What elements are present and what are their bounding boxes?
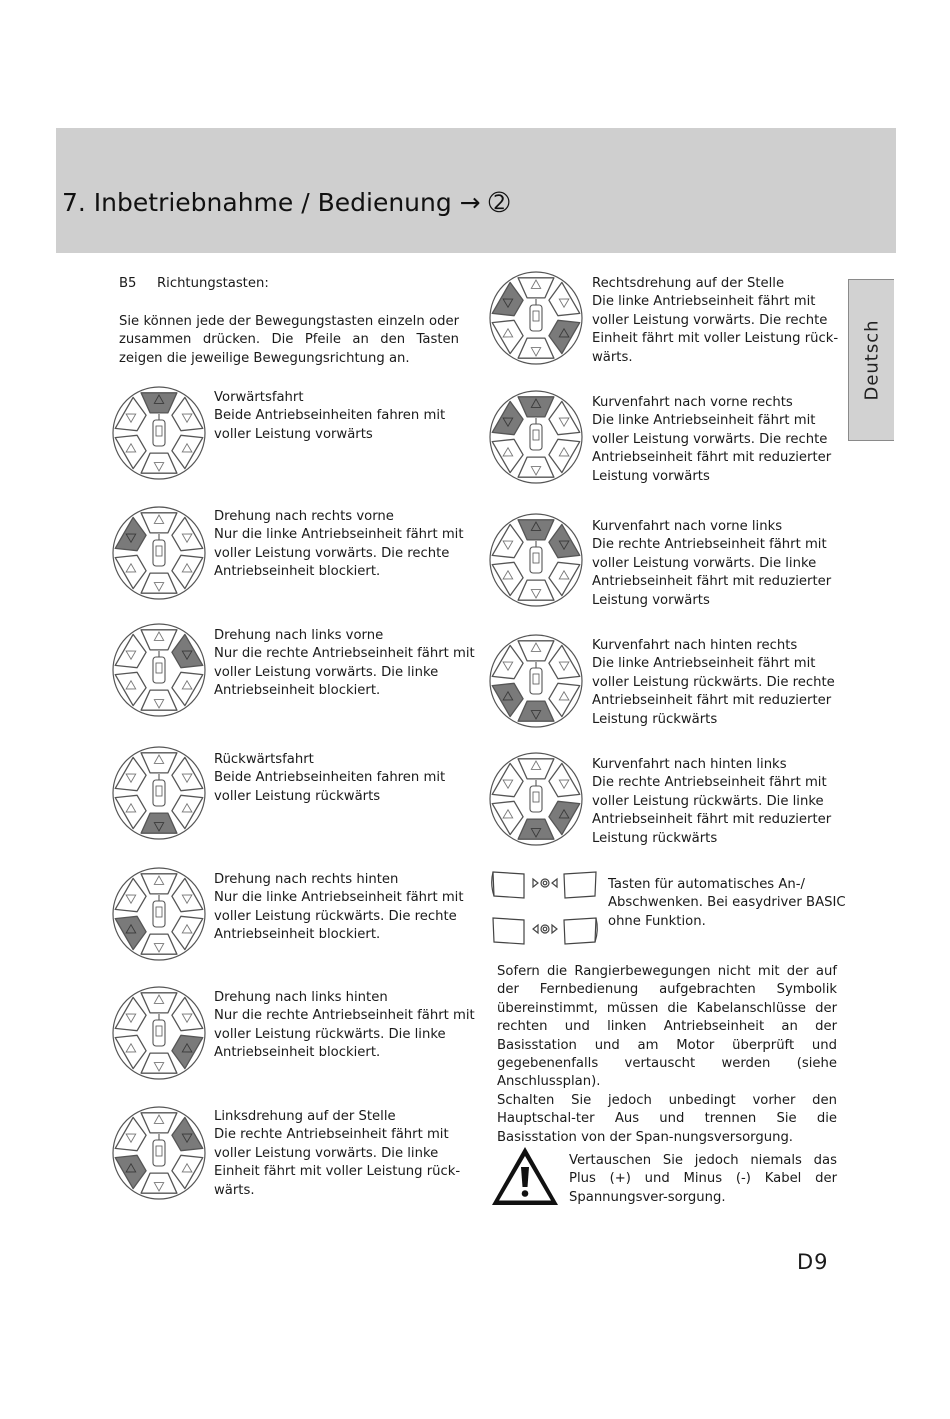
direction-description [214,871,469,945]
keypad-curve-reverse-left-icon [488,751,584,847]
direction-line: Antriebseinheit blockiert. [214,927,381,943]
caravan-icon [530,547,542,573]
section-title: Richtungstasten: [157,276,269,291]
keypad-turn-right-forward-icon [111,505,207,601]
direction-title: Kurvenfahrt nach vorne links [592,519,783,534]
direction-line: Nur die rechte Antriebseinheit fährt mit [214,1008,475,1024]
direction-title: Rechtsdrehung auf der Stelle [592,276,785,291]
auto-swing-line: ohne Funktion. [608,913,706,929]
caravan-icon [530,668,542,694]
direction-line: Leistung vorwärts [592,592,710,608]
language-tab[interactable] [848,279,894,441]
direction-line: Leistung vorwärts [592,468,710,484]
section-number: B5 [119,276,137,291]
page-title: 7. Inbetriebnahme / Bedienung → ➁ [62,188,510,217]
direction-title: Linksdrehung auf der Stelle [214,1109,396,1124]
auto-swing-line: Tasten für automatisches An-/ [608,877,805,892]
keypad-rotate-right-icon [488,270,584,366]
direction-line: voller Leistung vorwärts. Die linke [214,664,439,680]
direction-line: voller Leistung vorwärts [214,426,373,442]
direction-description [592,275,847,367]
direction-line: Nur die rechte Antriebseinheit fährt mit [214,646,475,662]
direction-description [214,627,475,701]
direction-title: Drehung nach links hinten [214,990,388,1005]
direction-line: voller Leistung rückwärts. Die linke [592,793,824,809]
keypad-turn-right-reverse-icon [111,866,207,962]
direction-description [214,1108,469,1200]
direction-line: voller Leistung vorwärts. Die linke [592,555,817,571]
direction-line: Die rechte Antriebseinheit fährt mit [592,537,827,553]
keypad-turn-left-reverse-icon [111,985,207,1081]
direction-line: voller Leistung vorwärts. Die rechte [214,545,450,561]
direction-description [592,518,847,610]
direction-line: Nur die linke Antriebseinheit fährt mit [214,890,464,906]
direction-title: Vorwärtsfahrt [214,390,304,405]
direction-line: voller Leistung vorwärts. Die rechte [592,312,828,328]
direction-description [592,756,847,848]
caravan-icon [153,657,165,683]
auto-swing-description [608,876,848,931]
warning-text: Vertauschen Sie jedoch niemals das Plus (+) und Minus (-) Kabel der Spannungsver-sorgung. [569,1153,837,1205]
keypad-curve-forward-left-icon [488,512,584,608]
direction-line: Die linke Antriebseinheit fährt mit [592,294,816,310]
direction-line: Die rechte Antriebseinheit fährt mit [214,1127,449,1143]
direction-line: Beide Antriebseinheiten fahren mit [214,770,446,786]
direction-line: voller Leistung rückwärts. Die rechte [214,908,457,924]
direction-title: Drehung nach rechts vorne [214,509,394,524]
warning-triangle-icon [490,1145,560,1207]
direction-title: Kurvenfahrt nach hinten rechts [592,638,798,653]
keypad-reverse-icon [111,745,207,841]
intro-text: Sie können jede der Bewegungstasten einzeln oder zusammen drücken. Die Pfeile an den Tasten zeigen die jeweilige Bewegungsrichtung an. [119,314,459,366]
direction-description [214,389,469,444]
caravan-icon [153,1020,165,1046]
caravan-icon [153,1140,165,1166]
direction-line: Die linke Antriebseinheit fährt mit [592,656,816,672]
swing-buttons-icon [490,868,600,948]
direction-description [214,508,469,582]
direction-line: Leistung rückwärts [592,711,718,727]
direction-line: voller Leistung rückwärts. Die rechte [592,674,835,690]
language-tab-label: Deutsch [861,319,882,401]
direction-line: Antriebseinheit fährt mit reduzierter [592,812,832,828]
direction-description [214,751,469,806]
direction-line: voller Leistung rückwärts. Die linke [214,1026,446,1042]
direction-line: Antriebseinheit fährt mit reduzierter [592,693,832,709]
direction-line: voller Leistung vorwärts. Die linke [214,1145,439,1161]
direction-line: Antriebseinheit fährt mit reduzierter [592,574,832,590]
section-heading [119,276,269,291]
caravan-icon [530,305,542,331]
direction-line: voller Leistung rückwärts [214,788,381,804]
caravan-icon [530,424,542,450]
caravan-icon [530,786,542,812]
direction-title: Drehung nach rechts hinten [214,872,399,887]
keypad-forward-icon [111,385,207,481]
caravan-icon [153,901,165,927]
direction-line: Antriebseinheit fährt mit reduzierter [592,450,832,466]
caravan-icon [153,420,165,446]
caravan-icon [153,540,165,566]
direction-title: Drehung nach links vorne [214,628,384,643]
direction-line: Einheit fährt mit voller Leistung rück- [214,1164,461,1180]
caravan-icon [153,780,165,806]
direction-description [214,989,475,1063]
direction-line: Antriebseinheit blockiert. [214,564,381,580]
keypad-rotate-left-icon [111,1105,207,1201]
direction-line: wärts. [214,1182,255,1198]
direction-line: Nur die linke Antriebseinheit fährt mit [214,527,464,543]
direction-description [592,394,847,486]
direction-title: Kurvenfahrt nach vorne rechts [592,395,793,410]
keypad-turn-left-forward-icon [111,622,207,718]
info-paragraph-text: Sofern die Rangierbewegungen nicht mit der auf der Fernbedienung aufgebrachten Symbolik übereinstimmt, müssen die Kabelanschlüsse der rechten und linken Antriebseinheit an der Basisstation und am Motor überprüft und gegebenenfalls vertauscht werden (siehe Anschlussplan). [497,964,837,1090]
keypad-curve-reverse-right-icon [488,633,584,729]
direction-line: Die linke Antriebseinheit fährt mit [592,413,816,429]
direction-description [592,637,847,729]
direction-title: Kurvenfahrt nach hinten links [592,757,787,772]
keypad-curve-forward-right-icon [488,389,584,485]
auto-swing-line: Abschwenken. Bei easydriver BASIC [608,895,846,911]
info-paragraph-text-2: Schalten Sie jedoch unbedingt vorher den Hauptschal-ter Aus und trennen Sie die Basisstation von der Span-nungsversorgung. [497,1092,837,1145]
page-number: D9 [797,1250,829,1274]
info-paragraph [497,963,837,1147]
direction-title: Rückwärtsfahrt [214,752,314,767]
direction-line: wärts. [592,349,633,365]
direction-line: Antriebseinheit blockiert. [214,1045,381,1061]
direction-line: Beide Antriebseinheiten fahren mit [214,408,446,424]
direction-line: Leistung rückwärts [592,830,718,846]
direction-line: Antriebseinheit blockiert. [214,683,381,699]
direction-line: Die rechte Antriebseinheit fährt mit [592,775,827,791]
direction-line: Einheit fährt mit voller Leistung rück- [592,331,839,347]
direction-line: voller Leistung vorwärts. Die rechte [592,431,828,447]
